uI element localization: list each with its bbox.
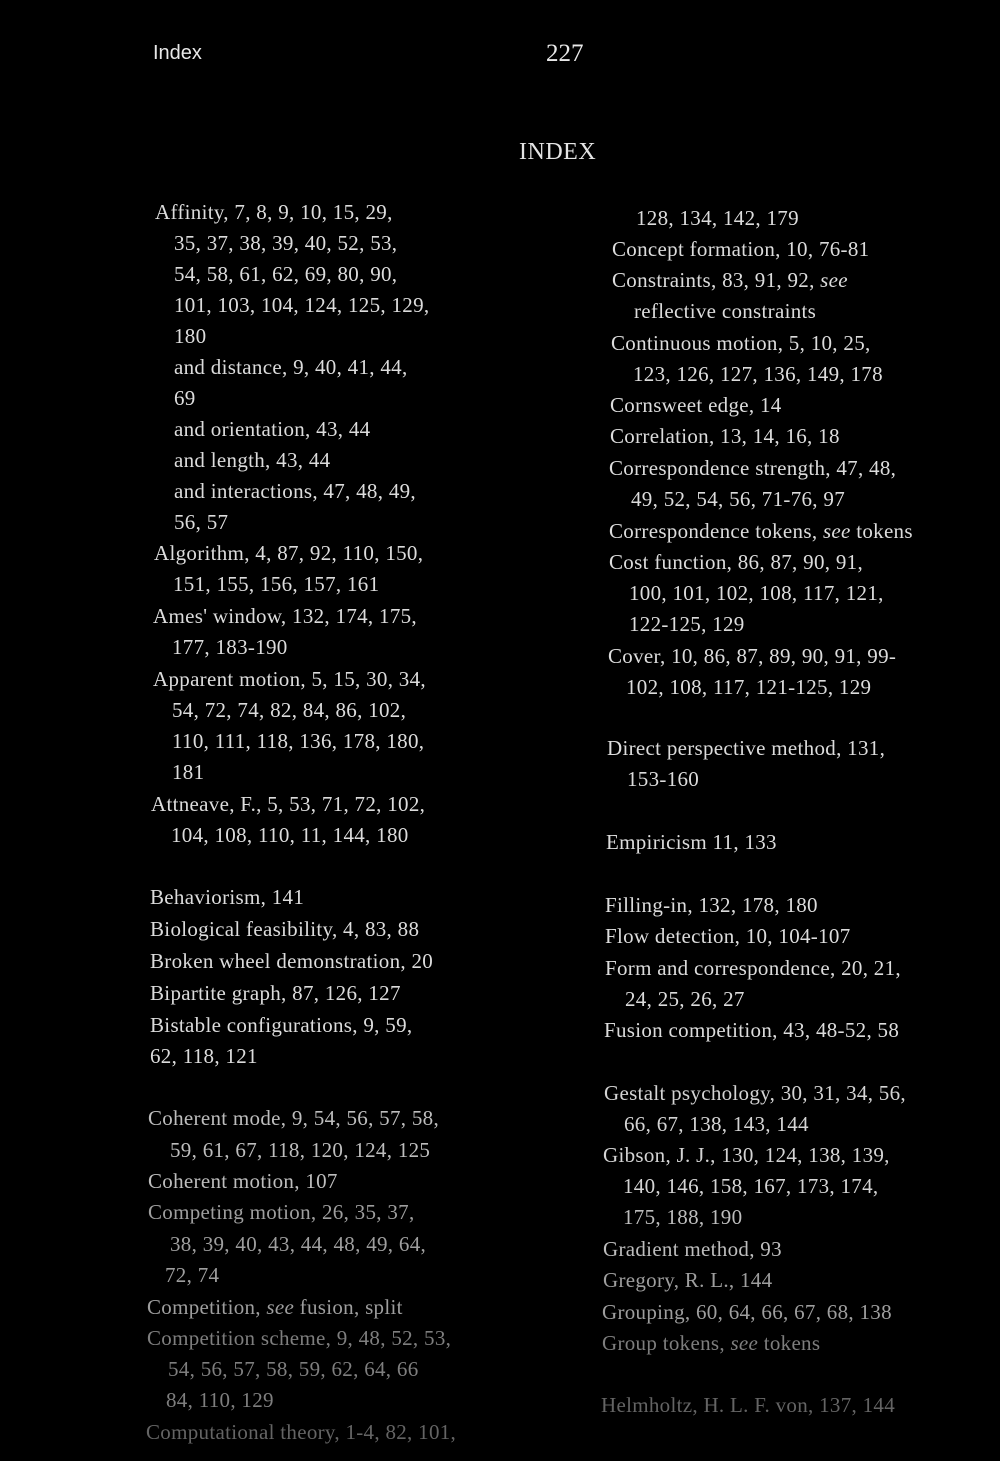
index-entry-continuation: 104, 108, 110, 11, 144, 180	[171, 823, 409, 847]
index-entry-continuation: 54, 72, 74, 82, 84, 86, 102,	[172, 698, 407, 722]
index-entry-continuation: 38, 39, 40, 43, 44, 48, 49, 64,	[170, 1232, 427, 1256]
index-entry-continuation: 153-160	[627, 767, 700, 791]
index-entry-continuation: 84, 110, 129	[166, 1388, 274, 1412]
index-entry: Cornsweet edge, 14	[610, 393, 782, 417]
index-entry-continuation: 177, 183-190	[172, 635, 288, 659]
index-entry-continuation: 175, 188, 190	[623, 1205, 743, 1229]
index-entry-head: Constraints, 83, 91, 92,	[612, 268, 821, 292]
index-entry-continuation: 110, 111, 118, 136, 178, 180,	[172, 729, 425, 753]
running-title: Index	[153, 42, 202, 64]
index-subentry: and interactions, 47, 48, 49,	[174, 479, 416, 503]
index-entry-continuation: 100, 101, 102, 108, 117, 121,	[629, 581, 884, 605]
index-entry: Gradient method, 93	[603, 1237, 782, 1261]
index-entry-continuation: 180	[174, 324, 207, 348]
index-entry-continuation: 24, 25, 26, 27	[625, 987, 745, 1011]
index-entry-continuation: 54, 56, 57, 58, 59, 62, 64, 66	[168, 1357, 419, 1381]
index-entry: Form and correspondence, 20, 21,	[605, 956, 901, 980]
running-head	[0, 38, 1000, 78]
index-entry-continuation: 101, 103, 104, 124, 125, 129,	[174, 293, 430, 317]
index-entry: Gibson, J. J., 130, 124, 138, 139,	[603, 1143, 890, 1167]
index-entry-continuation: 62, 118, 121	[150, 1044, 258, 1068]
index-entry	[602, 1330, 820, 1356]
see-reference: see	[266, 1295, 295, 1319]
index-entry: Bistable configurations, 9, 59,	[150, 1013, 413, 1037]
index-entry: Apparent motion, 5, 15, 30, 34,	[153, 667, 426, 691]
index-entry: Coherent mode, 9, 54, 56, 57, 58,	[148, 1106, 440, 1130]
index-entry-head: Group tokens,	[602, 1331, 731, 1355]
index-entry: Competition scheme, 9, 48, 52, 53,	[147, 1326, 452, 1350]
index-entry: Direct perspective method, 131,	[607, 736, 886, 760]
index-entry: Continuous motion, 5, 10, 25,	[611, 331, 871, 355]
index-entry: Gestalt psychology, 30, 31, 34, 56,	[604, 1081, 906, 1105]
index-entry: Bipartite graph, 87, 126, 127	[150, 981, 401, 1005]
index-entry: Grouping, 60, 64, 66, 67, 68, 138	[602, 1300, 892, 1324]
index-entry: Helmholtz, H. L. F. von, 137, 144	[601, 1393, 896, 1417]
index-subentry: and distance, 9, 40, 41, 44,	[174, 355, 408, 379]
index-entry-continuation: reflective constraints	[634, 299, 817, 323]
index-entry: Correlation, 13, 14, 16, 18	[610, 424, 840, 448]
index-entry-continuation: 128, 134, 142, 179	[636, 206, 799, 230]
index-entry-continuation: 72, 74	[165, 1263, 220, 1287]
index-entry: Attneave, F., 5, 53, 71, 72, 102,	[151, 792, 426, 816]
index-subentry: and length, 43, 44	[174, 448, 331, 472]
page-number: 227	[546, 40, 584, 67]
index-entry-continuation: 66, 67, 138, 143, 144	[624, 1112, 809, 1136]
index-entry-continuation: 59, 61, 67, 118, 120, 124, 125	[170, 1138, 431, 1162]
index-entry	[609, 518, 913, 544]
index-entry: Biological feasibility, 4, 83, 88	[150, 917, 420, 941]
index-entry: Behaviorism, 141	[150, 885, 305, 909]
index-entry-continuation: 151, 155, 156, 157, 161	[173, 572, 380, 596]
index-entry: Competing motion, 26, 35, 37,	[148, 1200, 415, 1224]
index-entry	[612, 267, 848, 293]
index-entry: Ames' window, 132, 174, 175,	[153, 604, 417, 628]
index-entry-tail: tokens	[850, 519, 913, 543]
index-entry-head: Competition,	[147, 1295, 267, 1319]
index-entry-continuation: 56, 57	[174, 510, 229, 534]
index-entry: Concept formation, 10, 76-81	[612, 237, 870, 261]
index-heading: INDEX	[519, 139, 597, 165]
index-entry: Correspondence strength, 47, 48,	[609, 456, 897, 480]
index-entry: Computational theory, 1-4, 82, 101,	[146, 1420, 457, 1444]
index-entry-continuation: 140, 146, 158, 167, 173, 174,	[623, 1174, 879, 1198]
index-entry: Affinity, 7, 8, 9, 10, 15, 29,	[155, 200, 393, 224]
index-entry-continuation: 102, 108, 117, 121-125, 129	[626, 675, 872, 699]
index-entry-continuation: 122-125, 129	[629, 612, 745, 636]
index-entry-continuation: 181	[172, 760, 205, 784]
see-reference: see	[820, 268, 848, 292]
index-entry-continuation: 54, 58, 61, 62, 69, 80, 90,	[174, 262, 398, 286]
index-entry: Coherent motion, 107	[148, 1169, 338, 1193]
index-entry: Filling-in, 132, 178, 180	[605, 893, 818, 917]
index-entry: Gregory, R. L., 144	[603, 1268, 773, 1292]
index-entry-continuation: 49, 52, 54, 56, 71-76, 97	[631, 487, 845, 511]
index-entry-tail: tokens	[758, 1331, 821, 1355]
index-subentry: and orientation, 43, 44	[174, 417, 371, 441]
index-entry: Flow detection, 10, 104-107	[605, 924, 851, 948]
index-entry: Empiricism 11, 133	[606, 830, 777, 854]
index-entry-continuation: 123, 126, 127, 136, 149, 178	[633, 362, 883, 386]
index-entry: Fusion competition, 43, 48-52, 58	[604, 1018, 900, 1042]
index-entry: Cost function, 86, 87, 90, 91,	[609, 550, 863, 574]
index-entry: Algorithm, 4, 87, 92, 110, 150,	[154, 541, 424, 565]
see-reference: see	[822, 519, 851, 543]
index-entry	[147, 1294, 403, 1320]
index-entry-continuation: 35, 37, 38, 39, 40, 52, 53,	[174, 231, 398, 255]
index-entry-head: Correspondence tokens,	[609, 519, 823, 543]
index-entry: Broken wheel demonstration, 20	[150, 949, 434, 973]
index-entry-continuation: 69	[174, 386, 196, 410]
see-reference: see	[730, 1331, 759, 1355]
index-entry-tail: fusion, split	[294, 1295, 403, 1319]
index-entry: Cover, 10, 86, 87, 89, 90, 91, 99-	[608, 644, 897, 668]
